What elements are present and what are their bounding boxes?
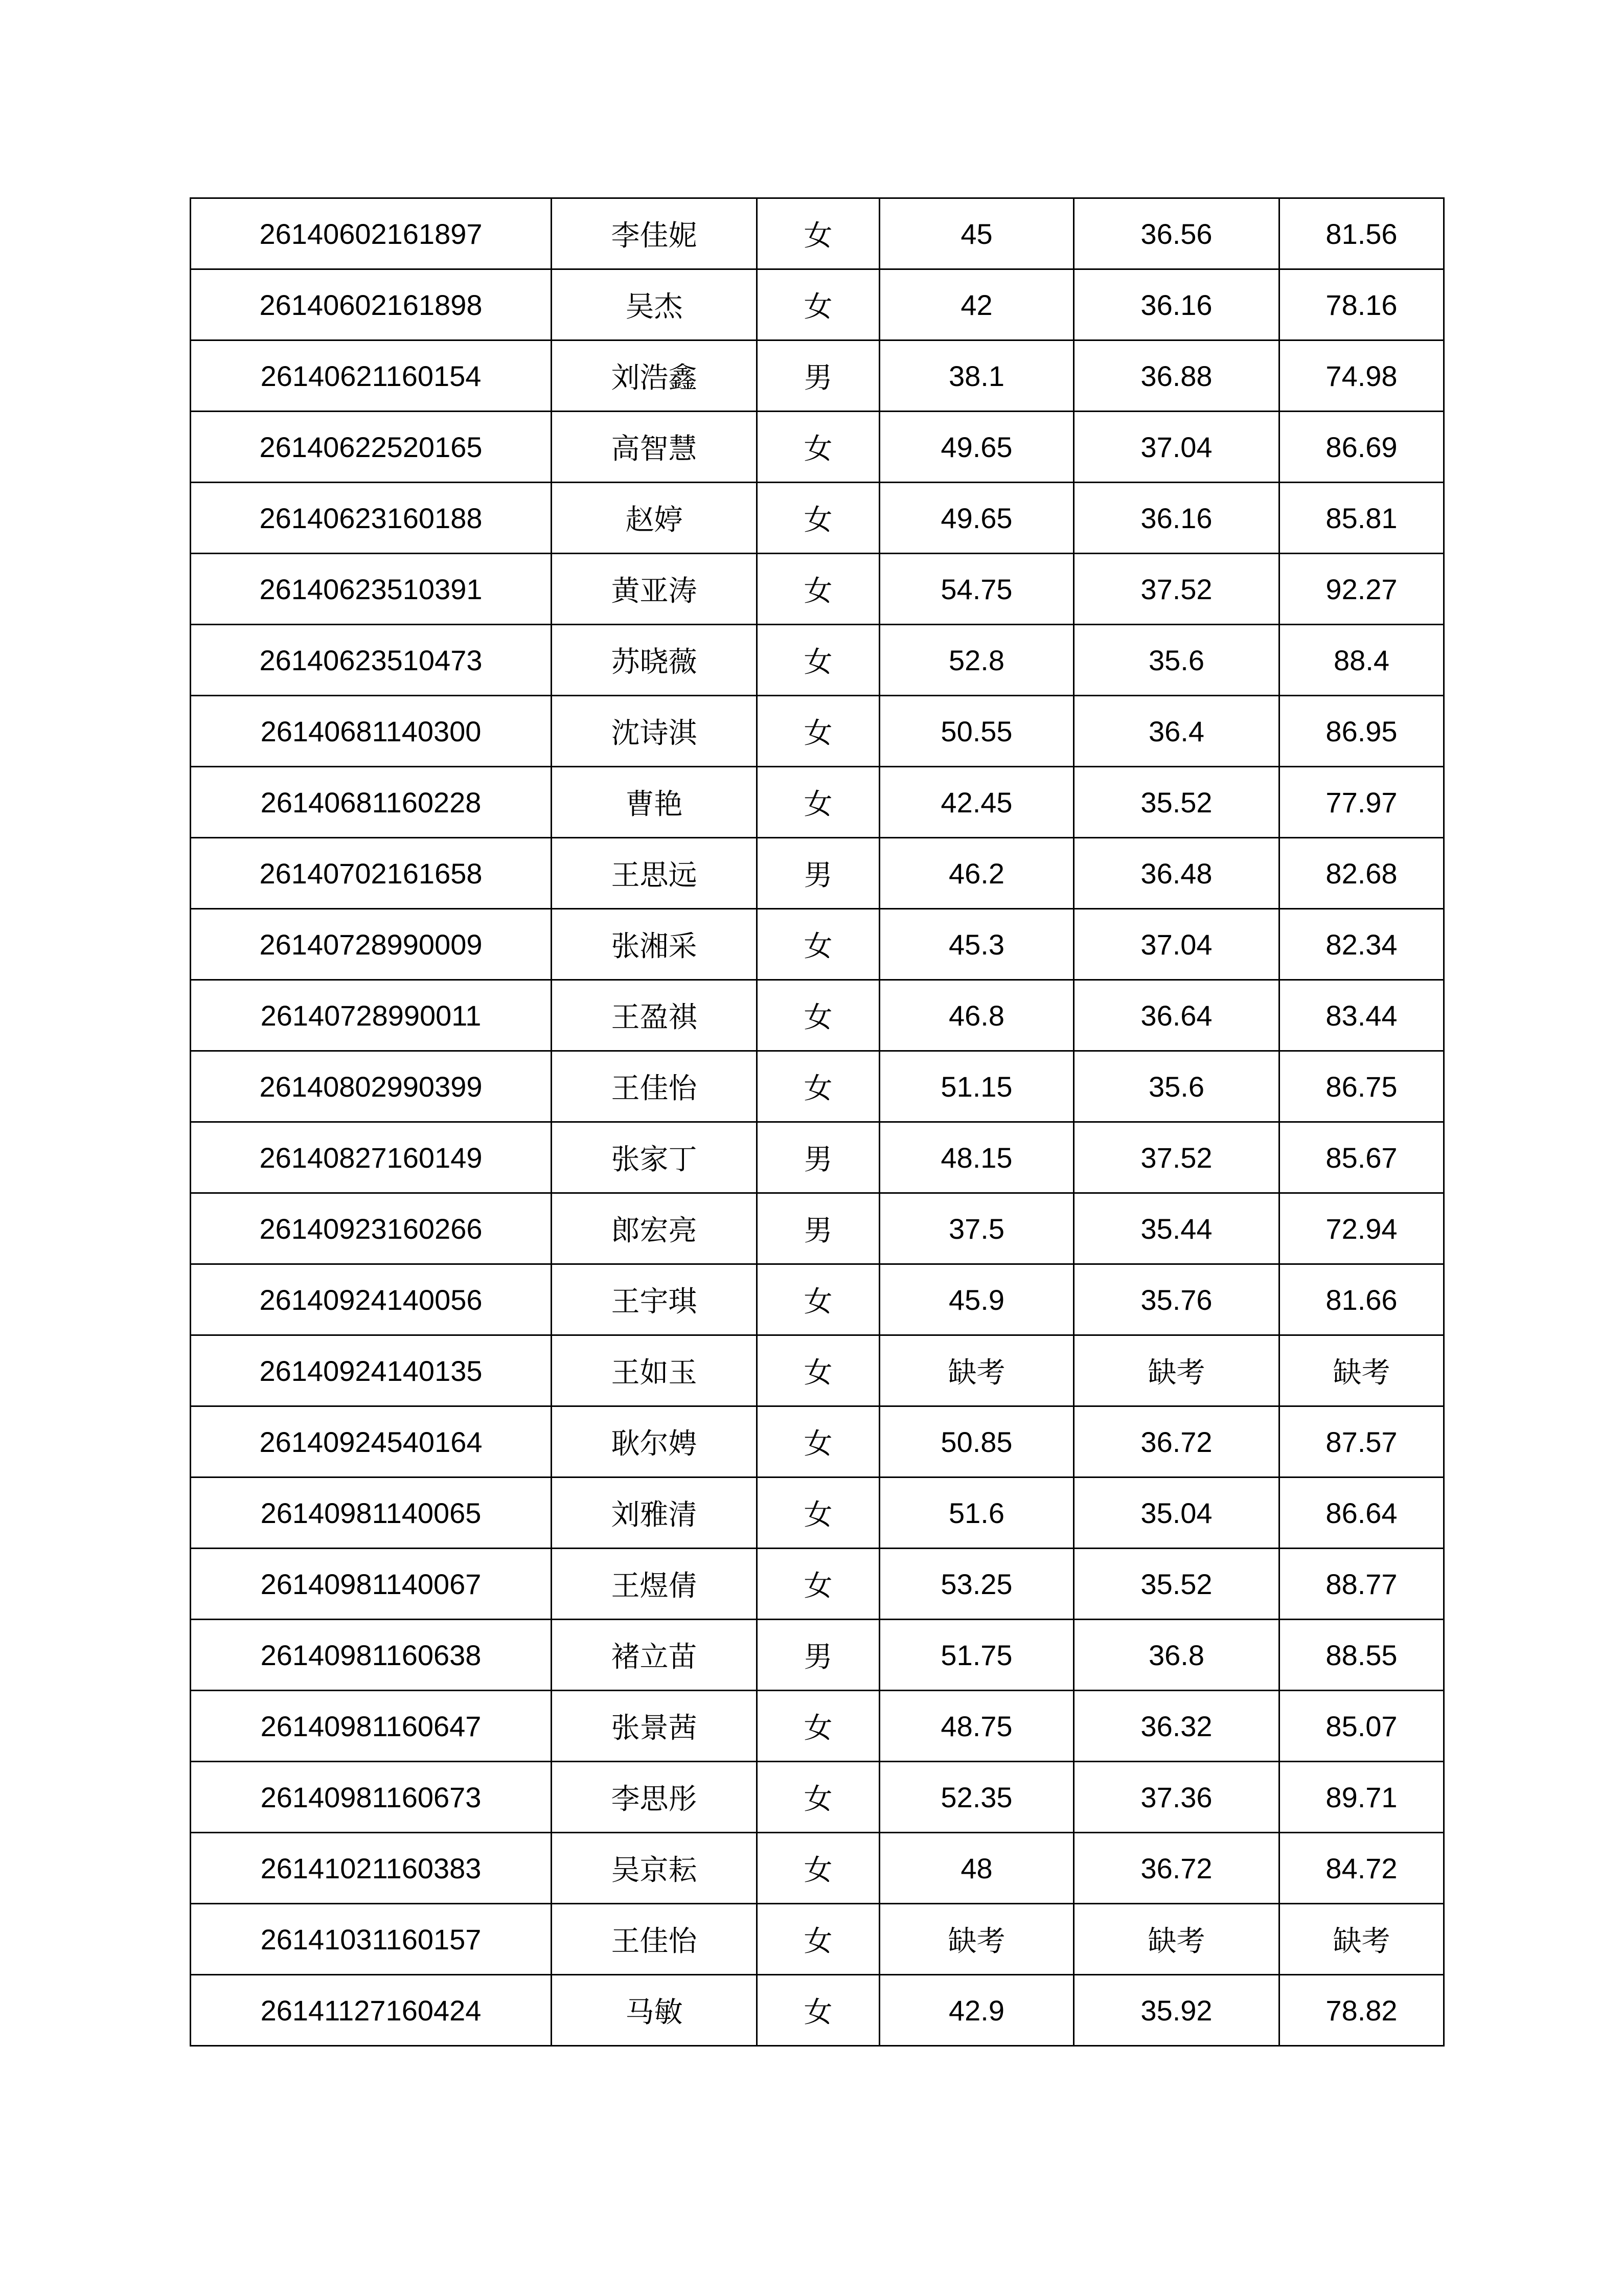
score-2-cell: 缺考 <box>1074 1335 1279 1406</box>
candidate-id-cell: 26140622520165 <box>191 412 552 483</box>
table-row <box>191 483 1444 554</box>
total-score-cell: 77.97 <box>1279 767 1444 838</box>
candidate-name-cell: 王盈祺 <box>552 980 757 1051</box>
table-row <box>191 1051 1444 1122</box>
gender-cell: 男 <box>757 1620 880 1691</box>
total-score-cell: 86.75 <box>1279 1051 1444 1122</box>
candidate-name-cell: 王思远 <box>552 838 757 909</box>
candidate-name-cell: 黄亚涛 <box>552 554 757 625</box>
candidate-id-cell: 26140728990009 <box>191 909 552 980</box>
gender-cell: 男 <box>757 1193 880 1264</box>
score-2-cell: 35.6 <box>1074 1051 1279 1122</box>
table-row <box>191 1691 1444 1762</box>
gender-cell: 女 <box>757 1549 880 1620</box>
candidate-id-cell: 26140623510473 <box>191 625 552 696</box>
candidate-id-cell: 26140802990399 <box>191 1051 552 1122</box>
table-row <box>191 412 1444 483</box>
candidate-id-cell: 26140602161898 <box>191 269 552 340</box>
candidate-name-cell: 褚立苗 <box>552 1620 757 1691</box>
candidate-name-cell: 郎宏亮 <box>552 1193 757 1264</box>
candidate-name-cell: 吴杰 <box>552 269 757 340</box>
gender-cell: 女 <box>757 1335 880 1406</box>
candidate-id-cell: 26140728990011 <box>191 980 552 1051</box>
score-2-cell: 35.52 <box>1074 1549 1279 1620</box>
score-1-cell: 45.3 <box>880 909 1074 980</box>
total-score-cell: 86.69 <box>1279 412 1444 483</box>
gender-cell: 女 <box>757 1904 880 1975</box>
table-row <box>191 1620 1444 1691</box>
candidate-id-cell: 26141127160424 <box>191 1975 552 2046</box>
candidate-name-cell: 张家丁 <box>552 1122 757 1193</box>
score-1-cell: 46.2 <box>880 838 1074 909</box>
score-1-cell: 53.25 <box>880 1549 1074 1620</box>
candidate-id-cell: 26140623510391 <box>191 554 552 625</box>
score-1-cell: 48.75 <box>880 1691 1074 1762</box>
score-2-cell: 36.4 <box>1074 696 1279 767</box>
candidate-id-cell: 26140981140067 <box>191 1549 552 1620</box>
total-score-cell: 82.68 <box>1279 838 1444 909</box>
score-1-cell: 42 <box>880 269 1074 340</box>
table-row <box>191 1975 1444 2046</box>
score-1-cell: 51.6 <box>880 1477 1074 1549</box>
score-1-cell: 45.9 <box>880 1264 1074 1335</box>
score-1-cell: 52.35 <box>880 1762 1074 1833</box>
score-table <box>190 197 1445 2047</box>
score-2-cell: 36.72 <box>1074 1406 1279 1477</box>
table-row <box>191 269 1444 340</box>
score-2-cell: 缺考 <box>1074 1904 1279 1975</box>
score-1-cell: 52.8 <box>880 625 1074 696</box>
gender-cell: 女 <box>757 980 880 1051</box>
candidate-id-cell: 26140981160673 <box>191 1762 552 1833</box>
score-1-cell: 51.15 <box>880 1051 1074 1122</box>
table-row <box>191 767 1444 838</box>
table-row <box>191 1335 1444 1406</box>
candidate-name-cell: 王佳怡 <box>552 1904 757 1975</box>
score-1-cell: 37.5 <box>880 1193 1074 1264</box>
candidate-id-cell: 26141031160157 <box>191 1904 552 1975</box>
candidate-name-cell: 李思彤 <box>552 1762 757 1833</box>
total-score-cell: 81.56 <box>1279 198 1444 269</box>
candidate-id-cell: 26140923160266 <box>191 1193 552 1264</box>
candidate-name-cell: 王宇琪 <box>552 1264 757 1335</box>
score-2-cell: 35.6 <box>1074 625 1279 696</box>
gender-cell: 女 <box>757 767 880 838</box>
table-row <box>191 1833 1444 1904</box>
candidate-id-cell: 26140981140065 <box>191 1477 552 1549</box>
score-1-cell: 51.75 <box>880 1620 1074 1691</box>
gender-cell: 男 <box>757 838 880 909</box>
gender-cell: 女 <box>757 1406 880 1477</box>
total-score-cell: 87.57 <box>1279 1406 1444 1477</box>
total-score-cell: 88.55 <box>1279 1620 1444 1691</box>
gender-cell: 女 <box>757 554 880 625</box>
total-score-cell: 92.27 <box>1279 554 1444 625</box>
gender-cell: 女 <box>757 1477 880 1549</box>
score-2-cell: 35.52 <box>1074 767 1279 838</box>
score-1-cell: 48 <box>880 1833 1074 1904</box>
table-row <box>191 340 1444 412</box>
score-2-cell: 36.56 <box>1074 198 1279 269</box>
candidate-name-cell: 刘浩鑫 <box>552 340 757 412</box>
candidate-name-cell: 赵婷 <box>552 483 757 554</box>
table-row <box>191 838 1444 909</box>
score-1-cell: 缺考 <box>880 1335 1074 1406</box>
gender-cell: 女 <box>757 1975 880 2046</box>
table-row <box>191 625 1444 696</box>
score-1-cell: 50.55 <box>880 696 1074 767</box>
candidate-name-cell: 王如玉 <box>552 1335 757 1406</box>
candidate-id-cell: 26140924540164 <box>191 1406 552 1477</box>
gender-cell: 男 <box>757 1122 880 1193</box>
candidate-name-cell: 王佳怡 <box>552 1051 757 1122</box>
table-row <box>191 1762 1444 1833</box>
total-score-cell: 86.64 <box>1279 1477 1444 1549</box>
score-2-cell: 36.32 <box>1074 1691 1279 1762</box>
table-row <box>191 1264 1444 1335</box>
table-row <box>191 1122 1444 1193</box>
score-2-cell: 35.04 <box>1074 1477 1279 1549</box>
score-2-cell: 37.36 <box>1074 1762 1279 1833</box>
total-score-cell: 85.67 <box>1279 1122 1444 1193</box>
total-score-cell: 85.07 <box>1279 1691 1444 1762</box>
score-2-cell: 35.92 <box>1074 1975 1279 2046</box>
total-score-cell: 88.77 <box>1279 1549 1444 1620</box>
candidate-id-cell: 26140623160188 <box>191 483 552 554</box>
score-1-cell: 38.1 <box>880 340 1074 412</box>
candidate-id-cell: 26141021160383 <box>191 1833 552 1904</box>
table-row <box>191 980 1444 1051</box>
score-1-cell: 46.8 <box>880 980 1074 1051</box>
gender-cell: 女 <box>757 1691 880 1762</box>
candidate-id-cell: 26140681140300 <box>191 696 552 767</box>
score-table-body <box>191 198 1444 2046</box>
gender-cell: 女 <box>757 909 880 980</box>
total-score-cell: 84.72 <box>1279 1833 1444 1904</box>
candidate-id-cell: 26140621160154 <box>191 340 552 412</box>
gender-cell: 女 <box>757 269 880 340</box>
candidate-name-cell: 刘雅清 <box>552 1477 757 1549</box>
gender-cell: 女 <box>757 1762 880 1833</box>
score-2-cell: 37.04 <box>1074 909 1279 980</box>
score-1-cell: 50.85 <box>880 1406 1074 1477</box>
gender-cell: 女 <box>757 1833 880 1904</box>
total-score-cell: 74.98 <box>1279 340 1444 412</box>
candidate-id-cell: 26140827160149 <box>191 1122 552 1193</box>
score-2-cell: 36.48 <box>1074 838 1279 909</box>
score-2-cell: 36.8 <box>1074 1620 1279 1691</box>
score-1-cell: 49.65 <box>880 412 1074 483</box>
gender-cell: 女 <box>757 198 880 269</box>
candidate-id-cell: 26140981160638 <box>191 1620 552 1691</box>
gender-cell: 女 <box>757 1264 880 1335</box>
candidate-id-cell: 26140924140056 <box>191 1264 552 1335</box>
score-2-cell: 35.76 <box>1074 1264 1279 1335</box>
candidate-id-cell: 26140602161897 <box>191 198 552 269</box>
candidate-id-cell: 26140681160228 <box>191 767 552 838</box>
total-score-cell: 缺考 <box>1279 1904 1444 1975</box>
candidate-id-cell: 26140981160647 <box>191 1691 552 1762</box>
score-2-cell: 36.64 <box>1074 980 1279 1051</box>
candidate-name-cell: 马敏 <box>552 1975 757 2046</box>
candidate-name-cell: 张湘采 <box>552 909 757 980</box>
table-row <box>191 198 1444 269</box>
total-score-cell: 85.81 <box>1279 483 1444 554</box>
table-row <box>191 1904 1444 1975</box>
gender-cell: 女 <box>757 483 880 554</box>
table-row <box>191 554 1444 625</box>
total-score-cell: 缺考 <box>1279 1335 1444 1406</box>
score-1-cell: 49.65 <box>880 483 1074 554</box>
candidate-id-cell: 26140924140135 <box>191 1335 552 1406</box>
score-1-cell: 48.15 <box>880 1122 1074 1193</box>
candidate-name-cell: 李佳妮 <box>552 198 757 269</box>
total-score-cell: 89.71 <box>1279 1762 1444 1833</box>
total-score-cell: 83.44 <box>1279 980 1444 1051</box>
score-1-cell: 42.9 <box>880 1975 1074 2046</box>
score-2-cell: 36.72 <box>1074 1833 1279 1904</box>
table-row <box>191 696 1444 767</box>
total-score-cell: 78.82 <box>1279 1975 1444 2046</box>
candidate-name-cell: 张景茜 <box>552 1691 757 1762</box>
total-score-cell: 88.4 <box>1279 625 1444 696</box>
total-score-cell: 81.66 <box>1279 1264 1444 1335</box>
candidate-name-cell: 沈诗淇 <box>552 696 757 767</box>
score-2-cell: 37.52 <box>1074 1122 1279 1193</box>
score-1-cell: 42.45 <box>880 767 1074 838</box>
table-row <box>191 909 1444 980</box>
score-1-cell: 54.75 <box>880 554 1074 625</box>
table-row <box>191 1549 1444 1620</box>
candidate-name-cell: 曹艳 <box>552 767 757 838</box>
score-2-cell: 36.16 <box>1074 269 1279 340</box>
gender-cell: 女 <box>757 1051 880 1122</box>
score-2-cell: 36.88 <box>1074 340 1279 412</box>
candidate-name-cell: 吴京耘 <box>552 1833 757 1904</box>
score-2-cell: 37.52 <box>1074 554 1279 625</box>
gender-cell: 女 <box>757 696 880 767</box>
score-2-cell: 35.44 <box>1074 1193 1279 1264</box>
total-score-cell: 78.16 <box>1279 269 1444 340</box>
table-row <box>191 1406 1444 1477</box>
total-score-cell: 86.95 <box>1279 696 1444 767</box>
total-score-cell: 72.94 <box>1279 1193 1444 1264</box>
candidate-name-cell: 苏晓薇 <box>552 625 757 696</box>
score-2-cell: 37.04 <box>1074 412 1279 483</box>
total-score-cell: 82.34 <box>1279 909 1444 980</box>
gender-cell: 女 <box>757 625 880 696</box>
candidate-name-cell: 王煜倩 <box>552 1549 757 1620</box>
candidate-name-cell: 高智慧 <box>552 412 757 483</box>
table-row <box>191 1193 1444 1264</box>
score-1-cell: 45 <box>880 198 1074 269</box>
candidate-id-cell: 26140702161658 <box>191 838 552 909</box>
table-row <box>191 1477 1444 1549</box>
candidate-name-cell: 耿尔娉 <box>552 1406 757 1477</box>
score-2-cell: 36.16 <box>1074 483 1279 554</box>
gender-cell: 女 <box>757 412 880 483</box>
score-1-cell: 缺考 <box>880 1904 1074 1975</box>
gender-cell: 男 <box>757 340 880 412</box>
